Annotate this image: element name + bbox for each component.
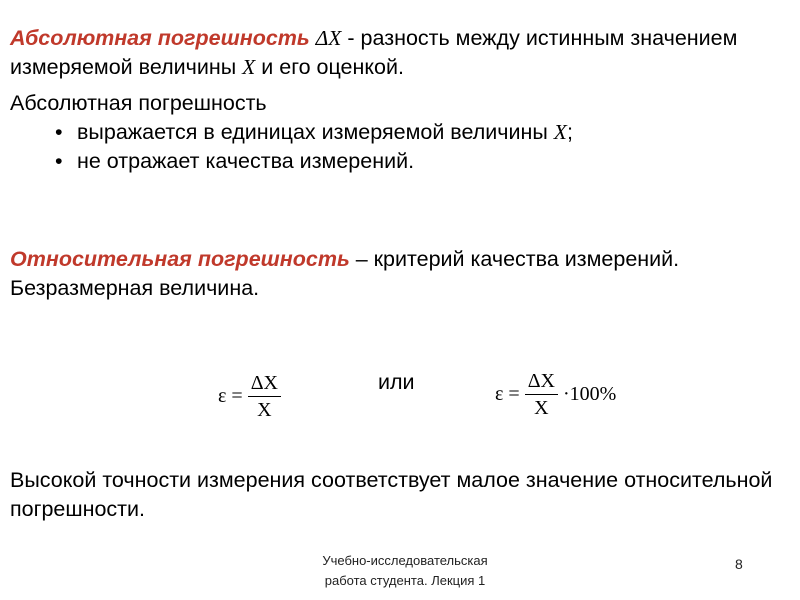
x-variable: X: [242, 55, 256, 79]
formula1-fraction: [248, 370, 281, 423]
absolute-error-definition: [10, 24, 790, 82]
relative-error-text: – критерий качества измерений. Безразмерная величина.: [10, 247, 680, 300]
bullet-item-quality: • не отражает качества измерений.: [55, 147, 573, 176]
formula2-denominator: X: [534, 397, 549, 419]
or-label: или: [378, 370, 415, 394]
delta-x-symbol: ΔX: [315, 26, 342, 50]
relative-error-definition: [10, 245, 790, 303]
bullet-units-end: ;: [566, 120, 573, 144]
definition-text-2: и его оценкой.: [255, 55, 404, 79]
formula2-fraction: [525, 368, 558, 421]
formula2-tail: ·100%: [563, 383, 617, 405]
bullet-item-units: [55, 118, 573, 147]
formula1-denominator: X: [257, 399, 272, 421]
footer-line-2: работа студента. Лекция 1: [324, 573, 486, 588]
bullet-units-var: X: [553, 120, 567, 144]
formula2-lhs: ε =: [495, 383, 520, 405]
relative-error-term: Относительная погрешность: [10, 247, 350, 271]
absolute-error-term: Абсолютная погрешность: [10, 26, 310, 50]
page-number: 8: [735, 556, 743, 572]
formula1-lhs: ε =: [218, 385, 243, 407]
conclusion-text: Высокой точности измерения соответствует малое значение относительной погрешности.: [10, 468, 773, 521]
absolute-error-heading: Абсолютная погрешность: [10, 91, 267, 115]
formula2-numerator: ΔX: [525, 368, 558, 395]
bullet-units-text: выражается в единицах измеряемой величины: [77, 120, 554, 144]
formula-relative-error: [218, 370, 281, 423]
footer-line-1: Учебно-исследовательская: [322, 553, 488, 568]
definition-text-1: - разность между истинным значением измеряемой величины: [10, 26, 738, 79]
footer: [285, 551, 525, 591]
bullet-list: [55, 118, 573, 176]
formula-relative-error-percent: [495, 368, 616, 421]
formula1-numerator: ΔX: [248, 370, 281, 397]
